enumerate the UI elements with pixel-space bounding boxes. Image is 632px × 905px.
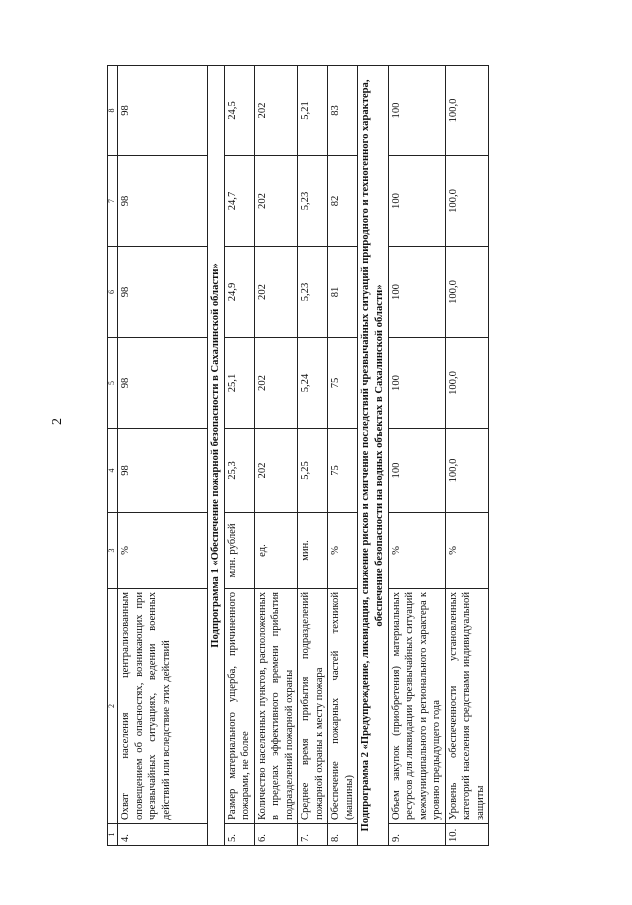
table-row [254,66,298,846]
value-cell: 98 [118,66,208,156]
unit: ед. [254,513,298,589]
value-cell: 100,0 [445,429,489,513]
indicator-name: Среднее время прибытия подразделений пожарной охраны к месту пожара [298,589,328,824]
indicators-table [107,65,489,846]
header-cell: 6 [108,247,118,338]
value-cell: 75 [328,338,358,429]
value-cell: 83 [328,66,358,156]
header-cell: 5 [108,338,118,429]
table-row [118,66,208,846]
value-cell: 81 [328,247,358,338]
value-cell: 98 [118,247,208,338]
table-row [328,66,358,846]
indicator-name: Размер материального ущерба, причиненного пожарами, не более [224,589,254,824]
unit: % [118,513,208,589]
subprogram-2-title: Подпрограмма 2 «Предупреждение, ликвидация, снижение рисков и смягчение последствий чрезвычайных ситуаций природного и техногенного характера, обеспечение безопасности на водных объектах в Сахалинской области» [358,66,388,846]
indicator-name: Уровень обеспеченности установленных категорий населения средствами индивидуальной защиты [445,589,489,824]
header-cell: 8 [108,66,118,156]
header-cell: 3 [108,513,118,589]
row-number: 4. [118,824,208,846]
unit: млн. рублей [224,513,254,589]
value-cell: 24,5 [224,66,254,156]
row-number: 10. [445,824,489,846]
value-cell: 100,0 [445,338,489,429]
subprogram-2-row [358,66,388,846]
table-row [388,66,445,846]
indicator-name: Охват населения централизованным оповещением об опасностях, возникающих при чрезвычайных ситуациях, ведении военных действий или вследствие этих действий [118,589,208,824]
rotated-page [107,66,527,846]
value-cell: 202 [254,247,298,338]
header-cell: 4 [108,429,118,513]
page-number: 2 [50,418,65,425]
value-cell: 24,7 [224,156,254,247]
indicator-name: Обеспечение пожарных частей техникой (машины) [328,589,358,824]
table-row [445,66,489,846]
value-cell: 98 [118,429,208,513]
value-cell: 24,9 [224,247,254,338]
subprogram-1-row [208,66,225,846]
header-cell: 7 [108,156,118,247]
unit: % [445,513,489,589]
header-cell: 1 [108,824,118,846]
value-cell: 100,0 [445,156,489,247]
value-cell: 202 [254,66,298,156]
table-row [298,66,328,846]
value-cell: 100 [388,66,445,156]
value-cell: 75 [328,429,358,513]
unit: % [388,513,445,589]
value-cell: 5,25 [298,429,328,513]
value-cell: 100 [388,338,445,429]
unit: мин. [298,513,328,589]
value-cell: 100 [388,247,445,338]
value-cell: 202 [254,156,298,247]
value-cell: 100 [388,429,445,513]
table-row [224,66,254,846]
row-number: 8. [328,824,358,846]
value-cell: 100,0 [445,66,489,156]
header-cell: 2 [108,589,118,824]
value-cell: 100 [388,156,445,247]
value-cell: 5,23 [298,156,328,247]
row-number: 6. [254,824,298,846]
value-cell: 5,21 [298,66,328,156]
indicator-name: Количество населенных пунктов, расположенных в пределах эффективного времени прибытия подразделений пожарной охраны [254,589,298,824]
value-cell: 25,3 [224,429,254,513]
value-cell: 5,24 [298,338,328,429]
value-cell: 5,23 [298,247,328,338]
value-cell: 100,0 [445,247,489,338]
value-cell: 25,1 [224,338,254,429]
subprogram-1-title: Подпрограмма 1 «Обеспечение пожарной безопасности в Сахалинской области» [208,66,225,846]
header-row [108,66,118,846]
value-cell: 98 [118,338,208,429]
unit: % [328,513,358,589]
indicator-name: Объем закупок (приобретения) материальных ресурсов для ликвидации чрезвычайных ситуаций межмуниципального и регионального характера к уровню предыдущего года [388,589,445,824]
row-number: 7. [298,824,328,846]
row-number: 9. [388,824,445,846]
value-cell: 82 [328,156,358,247]
value-cell: 98 [118,156,208,247]
value-cell: 202 [254,429,298,513]
row-number: 5. [224,824,254,846]
value-cell: 202 [254,338,298,429]
